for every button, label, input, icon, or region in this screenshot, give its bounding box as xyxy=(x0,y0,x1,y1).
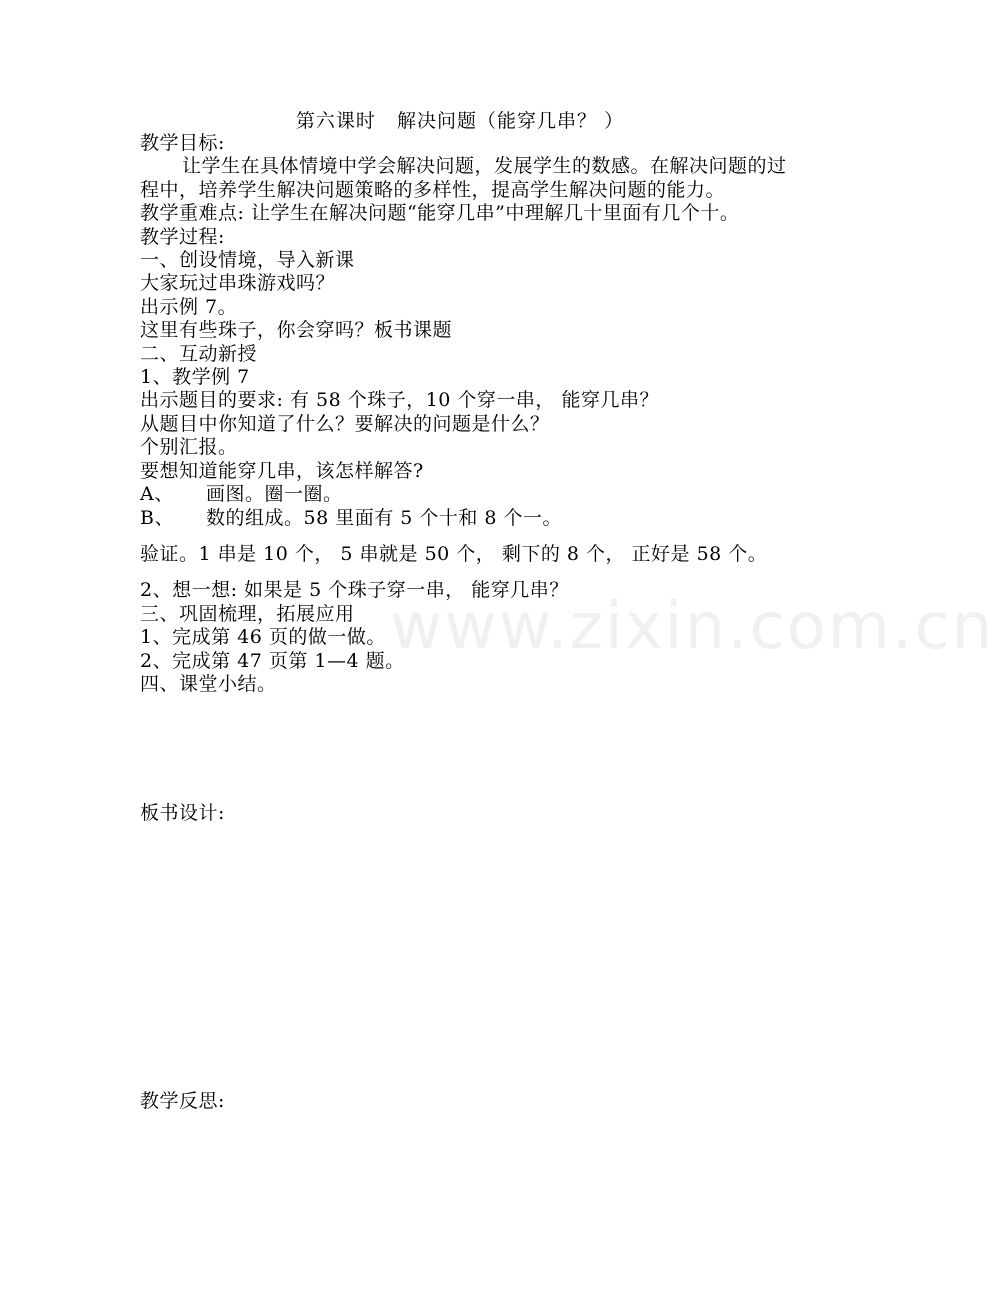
step2-heading: 二、互动新授 xyxy=(140,342,258,365)
step1-heading: 一、创设情境，导入新课 xyxy=(140,249,355,272)
step2-requirement: 出示题目的要求: 有 58 个珠子，10 个穿一串， 能穿几串？ xyxy=(140,389,659,412)
option-a-text: 画图。圈一圈。 xyxy=(206,483,343,506)
step3-item-2: 2、完成第 47 页第 1—4 题。 xyxy=(140,649,405,672)
step2-item-2: 2、想一想: 如果是 5 个珠子穿一串， 能穿几串？ xyxy=(140,579,569,602)
step1-question-1: 大家玩过串珠游戏吗？ xyxy=(140,272,336,295)
option-b-text: 数的组成。58 里面有 5 个十和 8 个一。 xyxy=(206,506,563,529)
step1-question-3: 这里有些珠子，你会穿吗？板书课题 xyxy=(140,319,453,342)
step2-how: 要想知道能穿几串，该怎样解答? xyxy=(140,459,424,482)
document-title: 第六课时 解决问题（能穿几串？ ） xyxy=(295,110,625,132)
option-b xyxy=(140,507,790,530)
option-b-mark: B、 xyxy=(140,506,174,529)
step3-item-1: 1、完成第 46 页的做一做。 xyxy=(140,626,386,649)
process-heading: 教学过程: xyxy=(140,225,225,248)
step4-heading: 四、课堂小结。 xyxy=(140,672,277,695)
watermark-text: www.zixin.com.cn xyxy=(390,590,994,664)
step2-report: 个别汇报。 xyxy=(140,436,238,459)
step2-item-1: 1、教学例 7 xyxy=(140,366,250,389)
key-points-paragraph: 教学重难点: 让学生在解决问题“能穿几串”中理解几十里面有几个十。 xyxy=(140,202,740,225)
objective-heading: 教学目标: xyxy=(140,132,225,154)
step3-heading: 三、巩固梳理，拓展应用 xyxy=(140,602,355,625)
reflection-label: 教学反思: xyxy=(140,1090,225,1112)
document-body xyxy=(140,132,790,696)
verification-line: 验证。1 串是 10 个， 5 串就是 50 个， 剩下的 8 个， 正好是 58 个。 xyxy=(140,542,768,565)
option-a xyxy=(140,483,790,506)
objective-paragraph: 让学生在具体情境中学会解决问题，发展学生的数感。在解决问题的过程中，培养学生解决问题策略的多样性，提高学生解决问题的能力。 xyxy=(140,155,787,201)
step1-question-2: 出示例 7。 xyxy=(140,295,238,318)
step2-question: 从题目中你知道了什么？要解决的问题是什么？ xyxy=(140,412,550,435)
board-design-label: 板书设计: xyxy=(140,802,225,824)
option-a-mark: A、 xyxy=(140,483,174,506)
